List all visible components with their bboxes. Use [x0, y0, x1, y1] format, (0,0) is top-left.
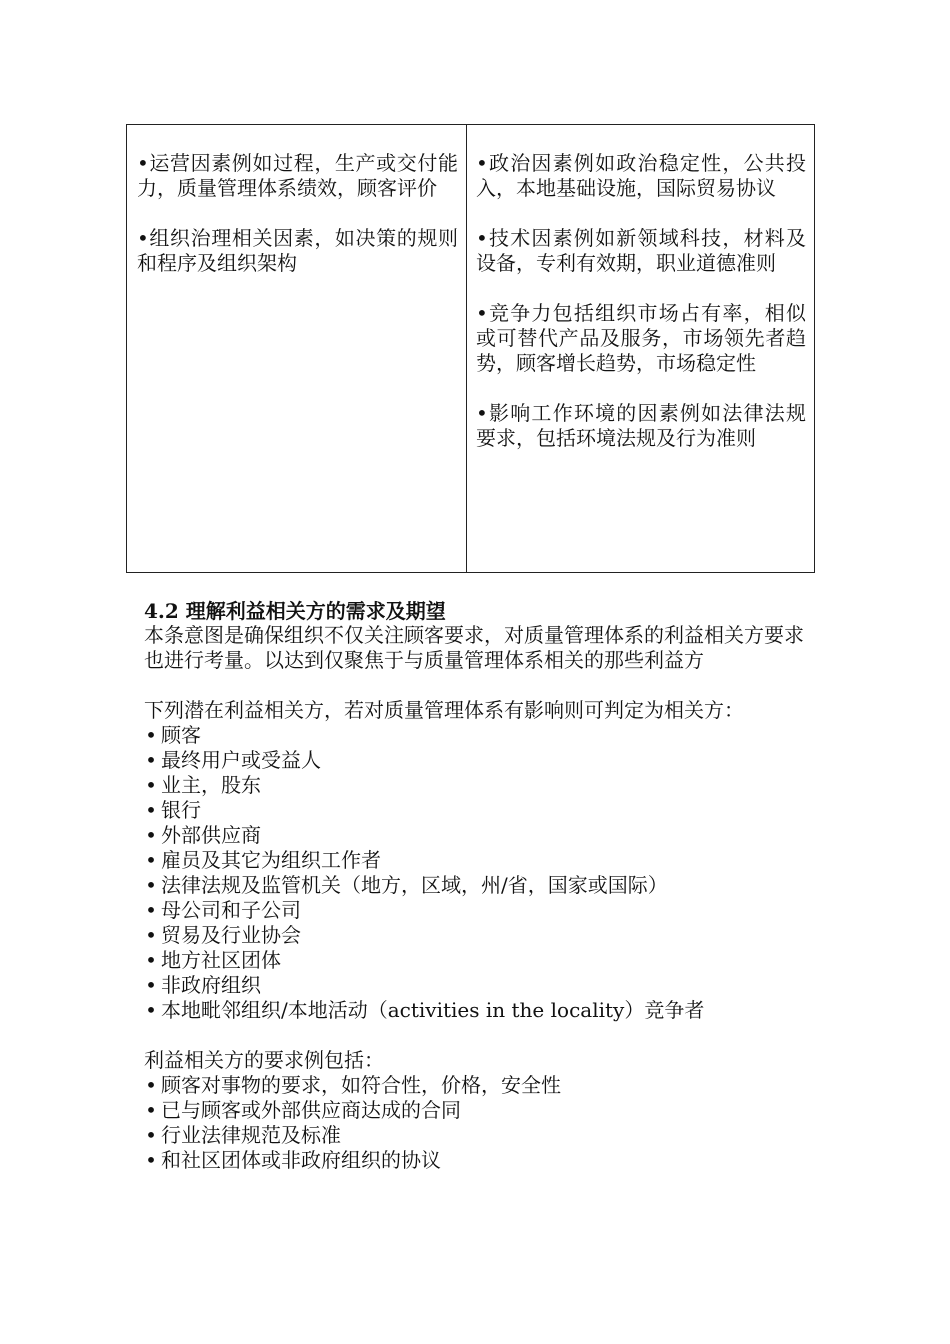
factor-item: •组织治理相关因素，如决策的规则和程序及组织架构 — [137, 226, 458, 275]
factor-text: 影响工作环境的因素例如法律法规要求，包括环境法规及行为准则 — [476, 401, 806, 450]
factor-text: 组织治理相关因素，如决策的规则和程序及组织架构 — [137, 226, 458, 275]
factor-text: 技术因素例如新领域科技，材料及设备，专利有效期，职业道德准则 — [476, 226, 806, 275]
section-intro: 本条意图是确保组织不仅关注顾客要求，对质量管理体系的利益相关方要求也进行考量。以达到仅聚焦于与质量管理体系相关的那些利益方 — [144, 623, 804, 672]
factor-text: 竞争力包括组织市场占有率，相似或可替代产品及服务，市场领先者趋势，顾客增长趋势，市场稳定性 — [476, 301, 806, 375]
spacer — [144, 1023, 814, 1048]
parties-lead: 下列潜在利益相关方，若对质量管理体系有影响则可判定为相关方： — [144, 698, 744, 722]
list-item: • 和社区团体或非政府组织的协议 — [144, 1148, 814, 1173]
factor-item: •政治因素例如政治稳定性，公共投入，本地基础设施，国际贸易协议 — [476, 151, 806, 200]
interested-parties-list — [144, 723, 814, 1023]
factor-item: •运营因素例如过程，生产或交付能力，质量管理体系绩效，顾客评价 — [137, 151, 458, 200]
list-item: • 最终用户或受益人 — [144, 748, 814, 773]
list-item: • 银行 — [144, 798, 814, 823]
factor-item: •技术因素例如新领域科技，材料及设备，专利有效期，职业道德准则 — [476, 226, 806, 275]
list-item: • 母公司和子公司 — [144, 898, 814, 923]
external-factors-column — [467, 125, 814, 572]
list-item: • 贸易及行业协会 — [144, 923, 814, 948]
list-item: • 雇员及其它为组织工作者 — [144, 848, 814, 873]
requirements-list — [144, 1073, 814, 1173]
context-factors-table — [126, 124, 815, 573]
section-body — [144, 599, 814, 1173]
factor-item: •竞争力包括组织市场占有率，相似或可替代产品及服务，市场领先者趋势，顾客增长趋势，市场稳定性 — [476, 301, 806, 375]
list-item: • 地方社区团体 — [144, 948, 814, 973]
factor-text: 运营因素例如过程，生产或交付能力，质量管理体系绩效，顾客评价 — [137, 151, 458, 200]
list-item: • 顾客 — [144, 723, 814, 748]
requirements-lead: 利益相关方的要求例包括： — [144, 1048, 384, 1072]
internal-factors-column — [127, 125, 467, 572]
spacer — [144, 673, 814, 698]
list-item: • 行业法律规范及标准 — [144, 1123, 814, 1148]
list-item: • 已与顾客或外部供应商达成的合同 — [144, 1098, 814, 1123]
list-item: • 本地毗邻组织/本地活动（activities in the locality）竞争者 — [144, 998, 814, 1023]
list-item: • 外部供应商 — [144, 823, 814, 848]
list-item: • 法律法规及监管机关（地方，区域，州/省，国家或国际） — [144, 873, 814, 898]
factor-text: 政治因素例如政治稳定性，公共投入，本地基础设施，国际贸易协议 — [476, 151, 806, 200]
list-item: • 非政府组织 — [144, 973, 814, 998]
list-item: • 顾客对事物的要求，如符合性，价格，安全性 — [144, 1073, 814, 1098]
section-heading: 4.2 理解利益相关方的需求及期望 — [144, 599, 446, 623]
list-item: • 业主，股东 — [144, 773, 814, 798]
factor-item: •影响工作环境的因素例如法律法规要求，包括环境法规及行为准则 — [476, 401, 806, 450]
